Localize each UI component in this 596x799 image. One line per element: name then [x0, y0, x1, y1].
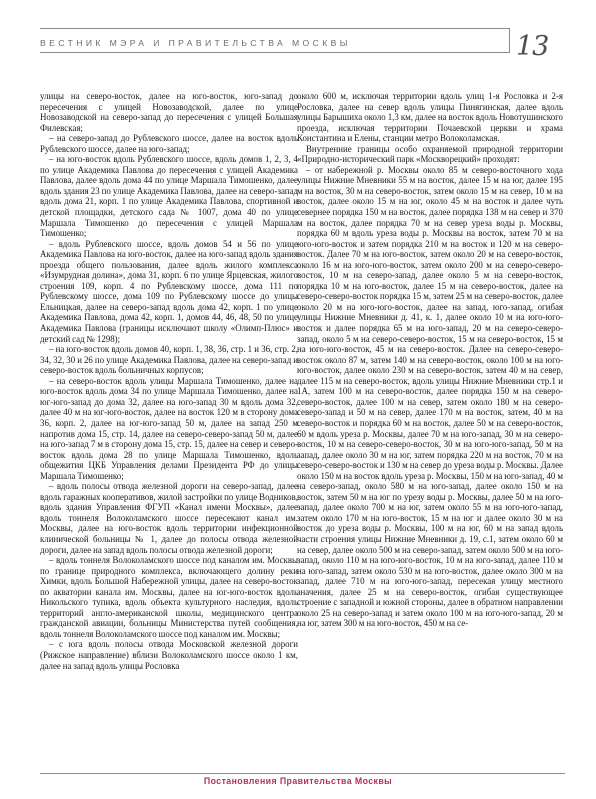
paragraph: – на северо-запад до Рублевского шоссе, далее на восток вдоль Рублевского шоссе, далее на юго-запад; [40, 133, 298, 154]
paragraph: – вдоль Рублевского шоссе, вдоль домов 54 и 56 по улице Академика Павлова на юго-восток, далее на юго-запад вдоль здания проезда общего пользования, далее вдоль жилого комплекса «Изумрудная долина», дома 31, корп. 6 по улице Ярцевская, жилого строения 109, корп. 4 по Рублевскому шоссе, дома 111 по Рублевскому шоссе, дома 109 по Рублевскому шоссе до улицы Ельницкая, далее на северо-запад вдоль дома 42, корп. 1 по улице Академика Павлова, дома 42, корп. 1, домов 44, 46, 48, 50 по улице Академика Павлова (границы исключают школу «Олимп-Плюс» и детский сад № 1298); [40, 238, 298, 344]
paragraph: Внутренние границы особо охраняемой природной территории «Природно-исторический парк «Москворецкий» проходят: [297, 143, 563, 165]
paragraph: улицы на северо-восток, далее на юго-восток, юго-запад до пересечения с улицей Новозаводской, далее по улице Новозаводской на северо-запад до пересечения с улицей Большая Филевская; [40, 91, 298, 133]
paragraph: – вдоль тоннеля Волоколамского шоссе под каналом им. Москвы по границе природного комплекса, включающего долину реки Химки, вдоль Большой Набережной улицы, далее на северо-восток по акватории канала им. Москвы, далее на юг-юго-восток вдоль Никольского тупика, вдоль объекта культурного наследия, вдоль территорий англо-американской школы, медицинского центра гражданской авиации, больницы Министерства путей сообщения, вдоль тоннеля Волоколамского шоссе под каналом им. Москвы; [40, 555, 298, 639]
footer-rule [40, 773, 565, 774]
paragraph: – от набережной р. Москвы около 85 м северо-восточного хода улицы Нижние Мневники 55 м на восток, далее 15 м на юг, далее 195 м на восток, 30 м на северо-восток, затем около 15 м на север, 10 м на восток, далее около 15 м на юг, около 45 м на восток и далее чуть севернее порядка 150 м на восток, далее порядка 138 м на север и 370 м на восток, далее порядка 70 м на север урезa воды р. Москвы, порядка 60 м вдоль уреза воды р. Москвы на восток, затем 70 м на юго-юго-восток и затем порядка 210 м на восток и 120 м на северо-восток. Далее 70 м на юго-восток, затем около 20 м на северо-восток, около 16 м на юго-юго-восток, затем около 200 м на северо-северо-восток, 10 м на северо-запад, далее около 5 м на северо-восток, порядка 10 м на юго-восток, далее 15 м на северо-восток, далее на северо-северо-восток порядка 15 м, затем 25 м на северо-восток, далее около 20 м на юго-юго-восток, далее на запад, юго-запад, огибая улицы Нижние Мневники д. 41, к. 1, далее около 10 м на юго-юго-восток и далее порядка 65 м на юго-запад, 20 м на северо-северо-запад, около 5 м на северо-северо-восток, 15 м на северо-восток, 15 м на юго-юго-восток, 45 м на северо-восток. Далее на северо-северо-восток около 87 м, затем 140 м на северо-восток, около 100 м на юго-юго-восток, далее около 230 м на северо-восток, затем 40 м на север, далее 115 м на северо-восток, вдоль улицы Нижние Мневники стр.1 и 1А, затем 100 м на северо-восток, далее порядка 150 м на северо-северо-восток, далее 100 м на север, затем около 180 м на северо-северо-запад и 50 м на север, далее 170 м на восток, затем, 40 м на северо-восток и порядка 60 м на восток, далее 50 м на северо-восток, 60 м вдоль уреза р. Москвы, далее 70 м на юго-запад, 30 м на северо-восток, 10 м на северо-северо-восток, 30 м на юго-юго-запад, 50 м на запад, далее около 30 м на юг, затем порядка 220 м на восток, 70 м на северо-северо-восток и 130 м на север до уреза воды р. Москвы. Далее около 150 м на восток вдоль уреза р. Москвы, 150 м на юго-запад, 40 м на северо-запад, около 580 м на юго-запад, далее около 150 м на восток, затем 50 м на юг по урезу воды р. Москвы, далее 50 м на юго-запад, далее около 700 м на юг, затем около 55 м на юго-юго-запад, затем около 170 м на юго-восток, 15 м на юг и далее около 30 м на восток до уреза воды р. Москвы, 100 м на юг, 60 м на запад вдоль части строения улицы Нижние Мневники д. 19, с.1, затем около 60 м на север, далее около 500 м на северо-запад, затем около 500 м на юго-запад, около 110 м на юго-юго-восток, 10 м на юго-запад, далее 110 м на юго-запад, затем около 530 м на юго-восток, далее около 300 м на запад, далее 710 м на юго-юго-запад, пересекая улицу местного значения, далее 25 м на северо-восток, огибая существующее строение с западной и южной стороны, далее в обратном направлении около 25 на северо-запад и затем около 100 м на юго-юго-запад, 20 м на юг, затем 300 м на юго-восток, 450 м на се- [297, 164, 563, 629]
paragraph: около 600 м, исключая территории вдоль улиц 1-я Рословка и 2-я Рословка, далее на север вдоль улицы Пинягинская, далее вдоль улицы Барышиха около 1,3 км, далее на восток вдоль Новотушинского проезда, исключая территории Почаевской церкви и храма Константина и Елены, станции метро Волоколамская. [297, 91, 563, 144]
journal-title: ВЕСТНИК МЭРА И ПРАВИТЕЛЬСТВА МОСКВЫ [40, 38, 351, 48]
article-body [40, 91, 565, 731]
page-header [0, 0, 596, 72]
right-column [297, 91, 563, 629]
paragraph: – на юго-восток вдоль домов 40, корп. 1, 38, 36, стр. 1 и 36, стр. 2, 34, 32, 30 и 26 по улице Академика Павлова, далее на северо-запад и северо-восток вдоль больничных корпусов; [40, 344, 298, 376]
section-title: Постановления Правительства Москвы [203, 776, 393, 786]
paragraph: – на северо-восток вдоль улицы Маршала Тимошенко, далее на юго-восток вдоль дома 34 по улице Маршала Тимошенко, далее на юг-юго-запад до дома 32, далее на юго-запад 30 м вдоль дома 32, далее 40 м на юг-юго-восток, далее на восток 120 м в сторону дома 36, корп. 2, далее на юг-юго-запад 50 м, далее на запад 250 м напротив дома 15, стр. 14, далее на северо-северо-запад 50 м, далее на юго-запад 7 м в сторону дома 15, стр. 15, далее на север и северо-восток вдоль дома 28 по улице Маршала Тимошенко, вдоль общежития ЦКБ Управления делами Президента РФ до улицы Маршала Тимошенко; [40, 375, 298, 481]
page-number: 13 [516, 31, 549, 62]
paragraph: – вдоль полосы отвода железной дороги на северо-запад, далее вдоль гаражных кооперативов, жилой застройки по улице Водников, вдоль здания Управления ФГУП «Канал имени Москвы», далее вдоль тоннеля Волоколамского шоссе пересекают канал им. Москвы, далее на юго-восток вдоль территории инфекционной клинической больницы № 1, далее до полосы отвода железной дороги, далее на запад вдоль полосы отвода железной дороги; [40, 481, 298, 555]
header-bottom-rule [40, 52, 510, 53]
header-top-rule [40, 28, 510, 29]
paragraph: – на юго-восток вдоль Рублевского шоссе, вдоль домов 1, 2, 3, 4 по улице Академика Павлова до пересечения с улицей Академика Павлова, далее вдоль дома 44 по улице Маршала Тимошенко, далее вдоль здания 23 по улице Академика Павлова, далее на северо-запад вдоль дома 21, корп. 1 по улице Академика Павлова, спортивной и детской площадки, детского сада № 1007, дома 40 по улице Маршала Тимошенко до пересечения с улицей Маршала Тимошенко; [40, 154, 298, 239]
paragraph: – с юга вдоль полосы отвода Московской железной дороги (Рижское направление) вблизи Волоколамского шоссе около 1 км, далее на запад вдоль улицы Рословка [40, 639, 298, 671]
left-column [40, 91, 298, 671]
header-divider [509, 28, 510, 53]
